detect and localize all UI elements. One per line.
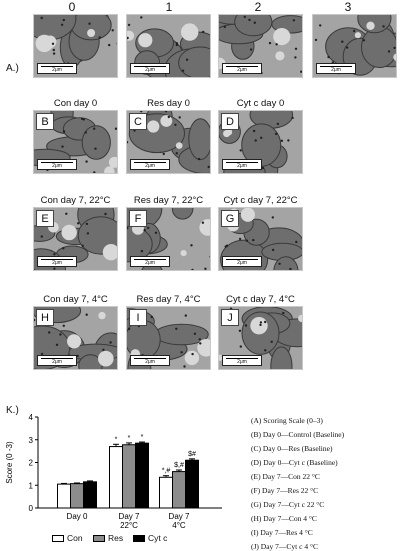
legend-item-i: (I) Day 7—Res 4 °C: [251, 528, 313, 537]
micrograph-panel-6: [126, 110, 211, 174]
bar-con-2: [110, 447, 123, 508]
micrograph-panel-1: [33, 14, 118, 78]
panel-caption: Cyt c day 7, 4°C: [226, 294, 295, 305]
legend-item-j: (J) Day 7—Cyt c 4 °C: [251, 542, 318, 551]
scale-bar-text: 2μm: [52, 260, 62, 266]
scale-bar-text: 2μm: [145, 163, 155, 169]
scale-number-2: 2: [254, 0, 262, 14]
scale-bar-text: 2μm: [237, 163, 247, 169]
bar-cytc-2: [136, 443, 149, 508]
y-axis-label: Score (0 -3): [5, 441, 14, 484]
scale-bar: [222, 355, 262, 366]
y-tick-label: 4: [28, 413, 33, 422]
legend-swatch-res: [93, 535, 105, 542]
panel-caption: Con day 7, 4°C: [43, 294, 108, 305]
legend-label-res: Res: [108, 533, 124, 543]
legend-item-g: (G) Day 7—Cyt c 22 °C: [251, 500, 325, 509]
significance-mark: *,#: [161, 467, 171, 475]
significance-mark: $#: [188, 450, 196, 458]
legend-item-h: (H) Day 7—Con 4 °C: [251, 514, 317, 523]
scale-bar-text: 2μm: [145, 359, 155, 365]
scale-number-0: 0: [68, 0, 76, 14]
section-a-label: A.): [6, 63, 19, 74]
legend-label-cytc: Cyt c: [148, 533, 168, 543]
legend-item-f: (F) Day 7—Res 22 °C: [251, 486, 319, 495]
scale-bar-text: 2μm: [52, 163, 62, 169]
scale-bar: [222, 63, 262, 74]
scale-bar: [37, 256, 77, 267]
micrograph-panel-5: [33, 110, 118, 174]
micrograph-panel-2: [126, 14, 211, 78]
panel-caption: Res day 7, 4°C: [136, 294, 201, 305]
x-tick-label: 4°C: [172, 521, 186, 530]
scale-bar: [222, 256, 262, 267]
panel-letter: B: [36, 113, 54, 130]
x-tick-label: Day 7: [118, 512, 140, 521]
scale-bar-text: 2μm: [237, 359, 247, 365]
scale-bar-text: 2μm: [237, 67, 247, 73]
panel-letter: C: [129, 113, 147, 130]
bar-con-3: [160, 477, 173, 508]
y-tick-label: 0: [28, 504, 33, 513]
scale-bar-text: 2μm: [52, 67, 62, 73]
panel-letter: F: [129, 210, 147, 227]
micrograph-panel-8: [33, 207, 118, 271]
panel-caption: Cyt c day 0: [236, 98, 285, 109]
legend-item-a: (A) Scoring Scale (0–3): [251, 416, 323, 425]
legend-swatch-cytc: [133, 535, 145, 542]
scale-bar: [130, 63, 170, 74]
legend-item-e: (E) Day 7—Con 22 °C: [251, 472, 320, 481]
bar-con-1: [58, 484, 71, 508]
bar-res-2: [123, 445, 136, 508]
panel-letter: D: [221, 113, 239, 130]
scale-bar: [37, 63, 77, 74]
micrograph-panel-11: [33, 306, 118, 370]
legend-item-b: (B) Day 0—Control (Baseline): [251, 430, 345, 439]
panel-caption: Con day 0: [53, 98, 98, 109]
scale-bar: [222, 159, 262, 170]
micrograph-panel-12: [126, 306, 211, 370]
significance-mark: *: [140, 434, 144, 442]
x-tick-label: Day 0: [66, 512, 88, 521]
scale-bar: [130, 355, 170, 366]
micrograph-panel-10: [218, 207, 303, 271]
section-k-label: K.): [6, 405, 19, 416]
scale-bar-text: 2μm: [145, 260, 155, 266]
panel-letter: E: [36, 210, 54, 227]
micrograph-panel-7: [218, 110, 303, 174]
panel-letter: I: [129, 309, 147, 326]
scale-bar-text: 2μm: [331, 67, 341, 73]
significance-mark: *: [127, 434, 131, 442]
panel-caption: Res day 0: [147, 98, 190, 109]
panel-letter: J: [221, 309, 239, 326]
y-tick-label: 2: [28, 458, 33, 468]
scale-number-1: 1: [165, 0, 173, 14]
micrograph-panel-13: [218, 306, 303, 370]
bar-res-1: [71, 484, 84, 508]
scale-bar: [130, 159, 170, 170]
scale-bar-text: 2μm: [52, 359, 62, 365]
scale-bar-text: 2μm: [237, 260, 247, 266]
scale-number-3: 3: [344, 0, 352, 14]
panel-caption: Cyt c day 7, 22°C: [223, 195, 298, 206]
significance-mark: $,#: [174, 462, 184, 470]
legend-label-con: Con: [67, 533, 83, 543]
panel-letter: G: [221, 210, 239, 227]
scale-bar-text: 2μm: [145, 67, 155, 73]
micrograph-panel-4: [312, 14, 397, 78]
legend-item-c: (C) Day 0—Res (Baseline): [251, 444, 333, 453]
scale-bar: [37, 355, 77, 366]
scale-bar: [316, 63, 356, 74]
bar-cytc-1: [84, 482, 97, 508]
x-tick-label: 22°C: [120, 521, 138, 530]
panel-caption: Res day 7, 22°C: [133, 195, 204, 206]
panel-letter: H: [36, 309, 54, 326]
panel-caption: Con day 7, 22°C: [40, 195, 111, 206]
micrograph-panel-3: [218, 14, 303, 78]
bar-res-3: [173, 472, 186, 508]
scale-bar: [37, 159, 77, 170]
scale-bar: [130, 256, 170, 267]
y-tick-label: 1: [28, 481, 33, 491]
micrograph-panel-9: [126, 207, 211, 271]
x-tick-label: Day 7: [168, 512, 190, 521]
bar-cytc-3: [186, 460, 199, 508]
significance-mark: *: [114, 436, 118, 444]
y-tick-label: 3: [28, 435, 33, 445]
legend-item-d: (D) Day 0—Cyt c (Baseline): [251, 458, 338, 467]
legend-swatch-con: [52, 535, 64, 542]
score-bar-chart: [0, 405, 250, 550]
